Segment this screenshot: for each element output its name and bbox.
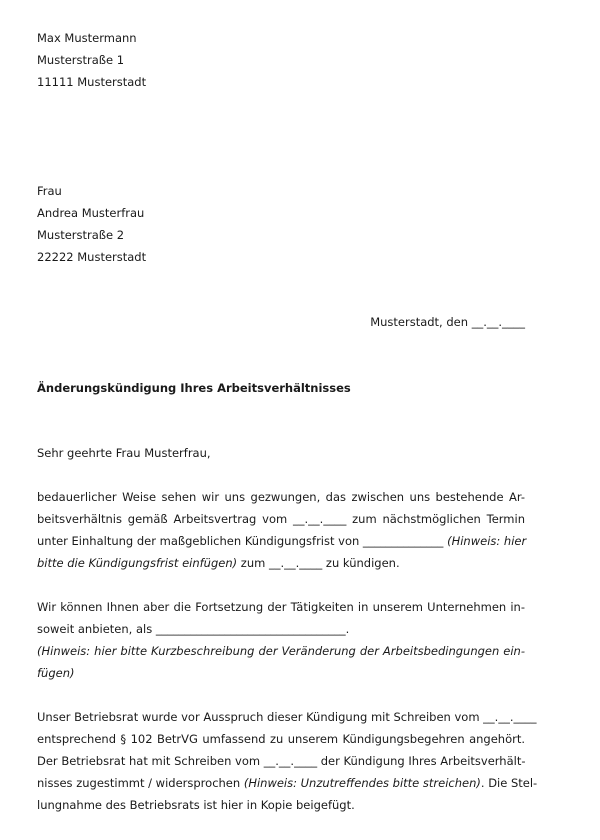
paragraph-1-line-4-text: zum __.__.____ zu kündigen. — [237, 556, 400, 570]
paragraph-1-line-2: beitsverhältnis gemäß Arbeitsvertrag vom __.__.____ zum nächstmöglichen Termin — [37, 512, 525, 526]
paragraph-3-line-3: Der Betriebsrat hat mit Schreiben vom __.__.____ der Kündigung Ihres Arbeitsverhält- — [37, 754, 526, 768]
paragraph-3-line-2: entsprechend § 102 BetrVG umfassend zu unserem Kündigungsbegehren angehört. — [37, 732, 525, 746]
paragraph-3-line-4-text: nisses zugestimmt / widersprochen — [37, 776, 244, 790]
date-line: Musterstadt, den __.__.____ — [370, 315, 525, 329]
paragraph-1-line-4 — [37, 552, 400, 574]
sender-city: 11111 Musterstadt — [37, 75, 147, 89]
recipient-name: Andrea Musterfrau — [37, 206, 145, 220]
paragraph-1-line-3-text: unter Einhaltung der maßgeblichen Kündigungsfrist von ______________ — [37, 534, 448, 548]
paragraph-1-hint-end: bitte die Kündigungsfrist einfügen) — [37, 556, 238, 570]
paragraph-2-hint-line-1: (Hinweis: hier bitte Kurzbeschreibung der Veränderung der Arbeitsbedingungen ein- — [37, 644, 525, 658]
paragraph-1-line-3 — [37, 530, 525, 552]
paragraph-3-line-4-end: . Die Stel- — [480, 776, 538, 790]
paragraph-2-line-2: soweit anbieten, als _________________________________. — [37, 622, 350, 636]
recipient-city: 22222 Musterstadt — [37, 250, 147, 264]
greeting: Sehr geehrte Frau Musterfrau, — [37, 446, 211, 460]
paragraph-2-line-1: Wir können Ihnen aber die Fortsetzung der Tätigkeiten in unserem Unternehmen in- — [37, 600, 525, 614]
paragraph-2-hint-line-2: fügen) — [37, 666, 75, 680]
paragraph-1-hint-start: (Hinweis: hier — [447, 534, 527, 548]
paragraph-3-line-1: Unser Betriebsrat wurde vor Ausspruch dieser Kündigung mit Schreiben vom __.__.____ — [37, 710, 537, 724]
recipient-salutation: Frau — [37, 184, 62, 198]
subject-line: Änderungskündigung Ihres Arbeitsverhältnisses — [37, 381, 351, 395]
paragraph-3-hint: (Hinweis: Unzutreffendes bitte streichen) — [243, 776, 481, 790]
recipient-street: Musterstraße 2 — [37, 228, 125, 242]
paragraph-3-line-5: lungnahme des Betriebsrats ist hier in Kopie beigefügt. — [37, 798, 355, 812]
paragraph-3-line-4 — [37, 772, 538, 794]
paragraph-1-line-1: bedauerlicher Weise sehen wir uns gezwungen, das zwischen uns bestehende Ar- — [37, 490, 525, 504]
sender-street: Musterstraße 1 — [37, 53, 125, 67]
sender-name: Max Mustermann — [37, 31, 137, 45]
